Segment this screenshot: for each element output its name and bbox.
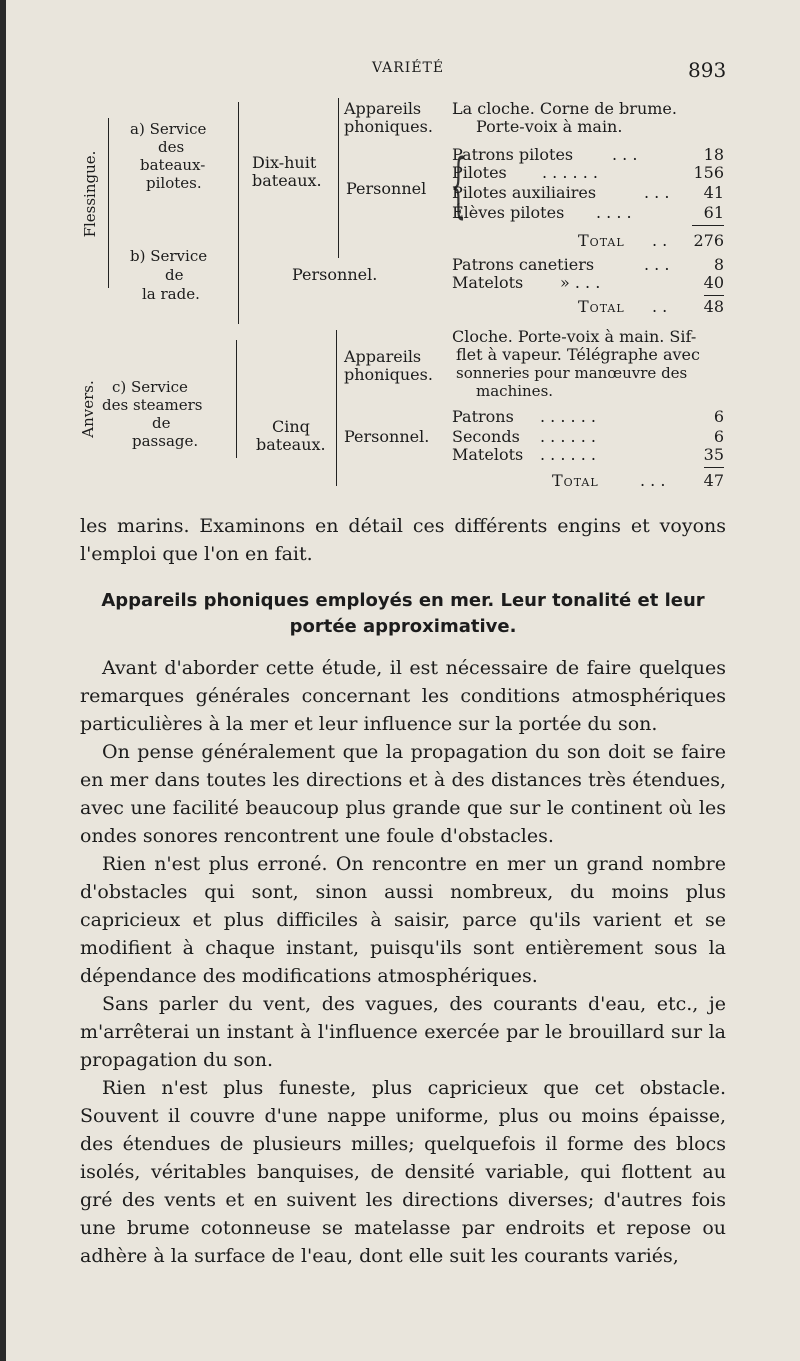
anvers-total-value: 47 [703, 471, 724, 490]
anvers-total-label: Total [552, 471, 599, 490]
anvers-label: Anvers. [79, 380, 97, 438]
flessingue-appareils-desc-1: La cloche. Corne de brume. [452, 99, 677, 118]
rade-total-label: Total [578, 297, 625, 316]
flessingue-total-value: 276 [693, 231, 724, 250]
section-heading: Appareils phoniques employés en mer. Leur tonalité et leur portée approximative. [101, 590, 705, 637]
column-rule-2 [338, 98, 339, 258]
rade-total-value: 48 [703, 297, 724, 316]
anvers-appareils-desc-2: flet à vapeur. Télégraphe avec [456, 345, 700, 364]
flessingue-appareils-desc-2: Porte-voix à main. [476, 117, 623, 136]
paragraph: On pense généralement que la propagation du son doit se faire en mer dans toutes les directions et à des distances très étendues, avec une facilité beaucoup plus grande que sur le continent où les ondes sonores rencontrent une foule d'obstacles. [80, 741, 726, 847]
page-binding-edge [0, 0, 6, 1361]
flessingue-total-label: Total [578, 231, 625, 250]
page-number: 893 [688, 58, 727, 82]
paragraph: Sans parler du vent, des vagues, des courants d'eau, etc., je m'arrêterai un instant à l'influence exercée par le brouillard sur la propagation du son. [80, 993, 726, 1071]
running-title: VARIÉTÉ [372, 60, 445, 76]
anvers-appareils-desc-1: Cloche. Porte-voix à main. Sif- [452, 327, 697, 346]
flessingue-personnel-label: Personnel [346, 179, 427, 198]
anvers-appareils-desc-4: machines. [476, 382, 554, 400]
main-text [80, 654, 726, 1270]
flessingue-label: Flessingue. [81, 150, 99, 238]
flessingue-boats-line1: Dix-huit [252, 153, 317, 172]
anvers-boats-line2: bateaux. [256, 435, 326, 454]
column-rule-1 [238, 102, 239, 324]
flessingue-boats-line2: bateaux. [252, 171, 322, 190]
paragraph: Avant d'aborder cette étude, il est nécessaire de faire quelques remarques générales concernant les conditions atmosphériques particulières à la mer et leur influence sur la portée du son. [80, 657, 726, 735]
continuation-paragraph: les marins. Examinons en détail ces différents engins et voyons l'emploi que l'on en fait. [80, 515, 726, 565]
anvers-appareils-desc-3: sonneries pour manœuvre des [456, 364, 688, 382]
paragraph: Rien n'est plus funeste, plus capricieux que cet obstacle. Souvent il couvre d'une nappe uniforme, plus ou moins épaisse, des étendues de plusieurs milles; quelquefois il forme des blocs isolés, véritables banquises, de densité variable, qui flottent au gré des vents et en suivent les directions diverses; d'autres fois une brume cotonneuse se matelasse par endroits et repose ou adhère à la surface de l'eau, dont elle suit les courants variés, [80, 1077, 726, 1267]
anvers-boats-line1: Cinq [272, 417, 310, 436]
book-page: VARIÉTÉ 893 Flessingue. a) Service des bateaux- pilotes. b) Service de la rade. Dix-huit bateaux. Appareils phoniques. La cloche. Corne de brume. Porte-voix à main. Personnel { Patrons pilotes . . . 18 Pilotes . . . . . . 156 Pilotes auxiliaires . . . 41 Élèves pilotes . . . . 61 Total . . 276 Personnel. Patrons canetiers . . . 8 Matelots » . . . 40 Total . . 48 Anvers. c) Service des steamers de passage. Cinq bateaux. Appareils phoniques. Cloche. Porte-voix à main. Sif- flet à vapeur. Télégraphe avec sonneries pour manœuvre des machines. Personnel. Patrons . . . . . . 6 Seconds . . . . . . 6 Matelots . . . . . . 35 Total . . . 47 les marins. Examinons en détail ces différents engins et voyons l'emploi que l'on en fait. Appareils phoniques employés en mer. Leur tonalité et leur portée approximative. Avant d'aborder cette étude, il est nécessaire de faire quelques remarques générales concernant les conditions atmosphériques particulières à la mer et leur influence sur la portée du son. On pense généralement que la propagation du son doit se faire en mer dans toutes les directions et à des distances très étendues, avec une facilité beaucoup plus grande que sur le continent où les ondes sonores rencontrent une foule d'obstacles. Rien n'est plus erroné. On rencontre en mer un grand nombre d'obstacles qui sont, sinon aussi nombreux, du moins plus capricieux et plus difficiles à saisir, parce qu'ils varient et se modifient à chaque instant, puisqu'ils sont entièrement sous la dépendance des modifications atmosphériques. Sans parler du vent, des vagues, des courants d'eau, etc., je m'arrêterai un instant à l'influence exercée par le brouillard sur la propagation du son. Rien n'est plus funeste, plus capricieux que cet obstacle. Souvent il couvre d'une nappe uniforme, plus ou moins épaisse, des étendues de plusieurs milles; quelquefois il forme des blocs isolés, véritables banquises, de densité variable, qui flottent au gré des vents et en suivent les directions diverses; d'autres fois une brume cotonneuse se matelasse par endroits et repose ou adhère à la surface de l'eau, dont elle suit les courants variés, [0, 0, 800, 1361]
paragraph: Rien n'est plus erroné. On rencontre en mer un grand nombre d'obstacles qui sont, sinon aussi nombreux, du moins plus capricieux et plus difficiles à saisir, parce qu'ils varient et se modifient à chaque instant, puisqu'ils sont entièrement sous la dépendance des modifications atmosphériques. [80, 853, 726, 987]
anvers-personnel-label: Personnel. [344, 427, 430, 446]
column-rule-4 [336, 330, 337, 486]
flessingue-bracket [108, 118, 109, 288]
rade-personnel-label: Personnel. [292, 265, 378, 284]
column-rule-3 [236, 340, 237, 458]
